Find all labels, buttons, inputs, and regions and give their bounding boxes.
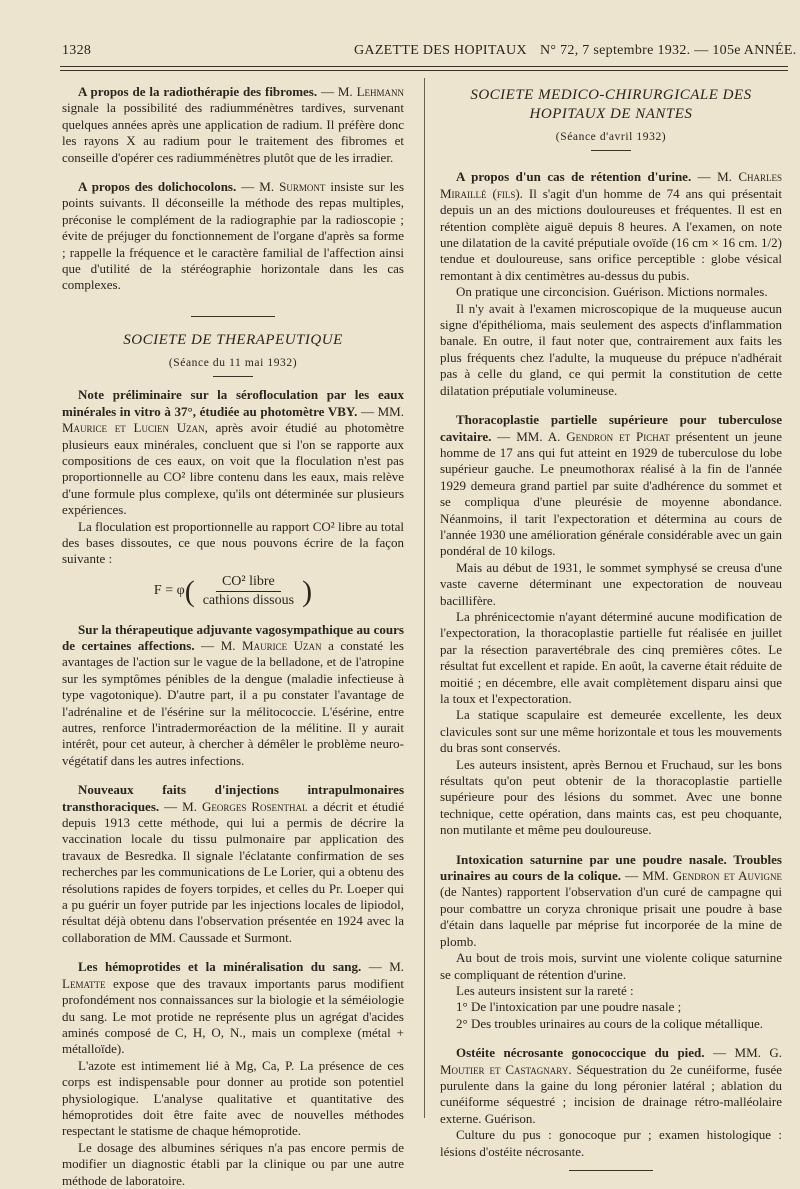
article-title: Nouveaux faits d'injections intrapulmonaires transthoraciques. xyxy=(62,782,404,814)
article-text: après avoir étudié au photomètre plusieurs eaux minérales, concluent que si l'on se rapporte aux compositions de ces eaux, on voit que la floculation n'est pas proportionnelle au CO² libre contenu dans les eaux, mais relève d'une formule plus complexe, qu'ils ont déterminée sur plusieurs expériences. xyxy=(62,420,404,518)
article-title: Sur la thérapeutique adjuvante vagosympathique au cours de certaines affections. xyxy=(62,621,404,653)
section-separator xyxy=(569,1170,653,1171)
right-paren-glyph: ) xyxy=(302,574,313,608)
article-text: expose que des travaux importants parus modifient profondément nos connaissances sur la biologie et la séméiologie du sang. Le mot protide ne représente plus un agrégat d'acides aminés composé de C, H, O, N., mais un complexe (métal + métalloïde). xyxy=(62,975,405,1057)
article-paragraph: L'azote est intimement lié à Mg, Ca, P. La présence de ces corps est indispensable pour donner au protide son potentiel physiologique. L'analyse qualitative et quantitative des hémoprotides doit être faite avec de nouvelles méthodes respectant le statisme de chaque hémoprotide. xyxy=(62,1057,404,1139)
article-paragraph: Culture du pus : gonocoque pur ; examen histologique : lésions d'ostéite nécrosante. xyxy=(440,1127,782,1159)
article-paragraph: Il n'y avait à l'examen microscopique de la muqueuse aucun signe d'épithélioma, mais seulement des aspects d'inflammation banale. En outre, il faut noter que, contrairement aux faits les plus fréquents chez l'adulte, la muqueuse du prépuce n'adhérait pas à celle du gland, ce qui permit la constitution de cette dilatation préputiale volumineuse. xyxy=(440,300,782,398)
article-osteite: Ostéite nécrosante gonococcique du pied. — MM. G. Moutier et Castagnary. Séquestration du 2e cunéiforme, fusée purulente dans la gaine du long péronier latéral ; ablation du cunéiforme séquestré ; incision de drainage rétro-malléolaire externe. Guérison. xyxy=(440,1045,783,1126)
article-text: (de Nantes) rapportent l'observation d'un curé de campagne qui pour combattre un coryza chronique prisait une poudre à base d'étain dans laquelle par méprise fut incorporée de la mine de plomb. xyxy=(440,884,782,949)
article-author: M. Lehmann xyxy=(337,84,405,99)
article-paragraph: La floculation est proportionnelle au rapport CO² libre au total des bases dissoutes, ce que nous pouvons écrire de la façon suivante : xyxy=(62,518,404,567)
article-author: M. Maurice Uzan xyxy=(220,637,322,653)
article-title: Intoxication saturnine par une poudre nasale. Troubles urinaires au cours de la colique. xyxy=(440,851,782,884)
list-item: 2° Des troubles urinaires au cours de la colique métallique. xyxy=(456,1015,763,1031)
article-text: a constaté les avantages de l'action sur le vague de la belladone, et de l'atropine sur les symptômes pénibles de la dengue (maladie infectieuse à type vagotonique). D'autre part, il a pu constater l'avantage de l'adrénaline et de l'ésérine sur la mélitococcie. L'ésérine, entre autres, renforce l'intradermoréaction de la mélitine. Il y aurait intérêt, pour cet auteur, à chercher à démêler le problème neuro-végétatif dans les autres infections. xyxy=(62,637,404,768)
left-paren-glyph: ( xyxy=(184,574,195,608)
article-paragraph: Mais au début de 1931, le sommet symphysé se creusa d'une vaste caverne déterminant une expectoration de nouveau bacillifère. xyxy=(440,559,782,608)
article-text: Il s'agit d'un homme de 74 ans qui présentait depuis un an des mictions douloureuses et fréquentes. Il est en rétention complète aiguë depuis 8 heures. A l'examen, on note une dilatation de la cavité préputiale ovoïde (16 cm × 16 cm. 1/2) tendue et douloureuse, sans orifice perceptible : globe vésical remontant à dix centimètres au-dessus du pubis. xyxy=(440,185,783,283)
article-author: M. Surmont xyxy=(259,179,326,195)
article-author: MM. A. Gendron et Pichat xyxy=(516,428,670,444)
session-date: (Séance d'avril 1932) xyxy=(555,131,667,143)
article-serofloculation: Note préliminaire sur la sérofloculation par les eaux minérales in vitro à 37°, étudiée au photomètre VBY. — MM. Maurice et Lucien Uzan, après avoir étudié au photomètre plusieurs eaux minérales, concluent que si l'on se rapporte aux compositions de ces eaux, on voit que la floculation n'est pas proportionnelle au CO² libre contenu dans les eaux, mais relève d'une formule plus complexe, qu'ils ont déterminée sur plusieurs expériences. xyxy=(62,387,404,518)
article-author: MM. G. Moutier et Castagnary. xyxy=(440,1045,783,1077)
article-paragraph: Les auteurs insistent, après Bernou et Fruchaud, sur les bons résultats qu'on peut obtenir de la thoracoplastie partielle supérieure pour des lésions du sommet. Avec une bonne technique, cette opération, dans maints cas, est peu choquante, non mutilante et même peu douloureuse. xyxy=(440,756,782,838)
article-radiotherapie: A propos de la radiothérapie des fibromes. — M. Lehmann signale la possibilité des radiumménètres tardives, survenant quelques années après une application de radium. Il préfère donc les rayons X au radium pour le traitement des fibromes et conseille d'opérer ces radiumménètres plutôt que de les irradier. xyxy=(62,84,405,165)
header-rule-bottom xyxy=(60,70,788,71)
article-paragraph: Les auteurs insistent sur la rareté : xyxy=(456,982,634,998)
article-author: M. Georges Rosenthal xyxy=(182,798,308,814)
article-title: Thoracoplastie partielle supérieure pour tuberculose cavitaire. xyxy=(440,412,782,444)
article-text: Séquestration du 2e cunéiforme, fusée purulente dans la gaine du long péronier latéral ; ablation du cunéiforme séquestré ; incision de drainage rétro-malléolaire externe. Guérison. xyxy=(440,1061,783,1126)
article-paragraph: Le dosage des albumines sériques n'a pas encore permis de modifier un diagnostic établi par la clinique ou par une autre méthode de laboratoire. xyxy=(62,1139,404,1188)
column-divider xyxy=(424,78,425,1118)
formula-denominator: cathions dissous xyxy=(202,593,295,609)
formula-lhs: F = φ xyxy=(153,583,185,599)
article-author: MM. Gendron et Auvigne xyxy=(642,868,783,884)
floculation-formula xyxy=(62,574,404,610)
article-title: Les hémoprotides et la minéralisation du sang. xyxy=(78,959,362,975)
article-text: a décrit et étudié depuis 1913 cette méthode, qui lui a permis de décrire la vaccination locale du tissu pulmonaire par application des travaux de Besredka. Il signale l'éclatante confirmation de ses recherches par les communications de Le Lorier, qui a obtenu des résolutions rapides de foyers torpides, et celles du Pr. Loeper qui a pu guérir un foyer putride par les injections locales de lipiodol, résultat déjà obtenu dans l'observation présentée en 1924 avec la collaboration de MM. Caussade et Surmont. xyxy=(62,798,404,945)
article-title: A propos de la radiothérapie des fibromes. xyxy=(78,84,318,99)
article-title: Note préliminaire sur la sérofloculation par les eaux minérales in vitro à 37°, étudiée au photomètre VBY. xyxy=(62,387,404,419)
section-separator xyxy=(191,316,275,317)
session-date: (Séance du 11 mai 1932) xyxy=(168,356,298,369)
journal-title: GAZETTE DES HOPITAUX xyxy=(354,43,527,58)
article-retention: A propos d'un cas de rétention d'urine. — M. Charles Miraillé (fils). Il s'agit d'un homme de 74 ans qui présentait depuis un an des mictions douloureuses et fréquentes. Il est en rétention complète aiguë depuis 8 heures. A l'examen, on note une dilatation de la cavité préputiale ovoïde (16 cm × 16 cm. 1/2) tendue et douloureuse, sans orifice perceptible : globe vésical remontant à dix centimètres au-dessus du pubis. xyxy=(440,169,783,283)
article-author: M. Charles Miraillé (fils). xyxy=(440,169,783,201)
article-author: M. Lematte xyxy=(62,959,405,991)
page-header xyxy=(62,40,797,66)
article-hemoprotides: Les hémoprotides et la minéralisation du sang. — M. Lematte expose que des travaux importants parus modifient profondément nos connaissances sur la biologie et la séméiologie du sang. Le mot protide ne représente plus un agrégat d'acides aminés composé de C, H, O, N., mais un complexe (métal + métalloïde). xyxy=(62,959,405,1057)
formula-numerator: CO² libre xyxy=(216,574,281,592)
article-thoracoplastie: Thoracoplastie partielle supérieure pour tuberculose cavitaire. — MM. A. Gendron et Pichat présentent un jeune homme de 17 ans qui fut atteint en 1929 de tuberculose du lobe supérieur gauche. Le pneumothorax réalisé à la fin de l'année 1929 demeura grand partiel par suite d'adhérence du sommet et se compliqua d'une pleurésie de moyenne abondance. Néanmoins, il tarit l'expectoration et détermina au cours de l'année 1930 une amélioration générale considérable avec un gain pondéral de 10 kilogs. xyxy=(440,412,783,559)
left-column xyxy=(62,84,404,1189)
article-title: A propos d'un cas de rétention d'urine. xyxy=(456,169,692,185)
article-title: Ostéite nécrosante gonococcique du pied. xyxy=(456,1045,705,1061)
list-item: 1° De l'intoxication par une poudre nasale ; xyxy=(456,999,682,1015)
formula-fraction xyxy=(197,574,300,610)
article-author: MM. Maurice et Lucien Uzan, xyxy=(62,403,404,436)
right-column xyxy=(440,84,782,1185)
article-paragraph: La phrénicectomie n'ayant déterminé aucune modification de l'expectoration, la thoracoplastie partielle fut réalisée en juillet par la résection paravertébrale des cinq premières côtes. Le résultat fut excellent et rapide. En août, la caverne était réduite de moitié ; en décembre, elle avait complètement disparu ainsi que la toux et l'expectoration. xyxy=(440,608,782,706)
article-paragraph: Au bout de trois mois, survint une violente colique saturnine se compliquant de rétention d'urine. xyxy=(440,950,782,982)
article-injections: Nouveaux faits d'injections intrapulmonaires transthoraciques. — M. Georges Rosenthal a décrit et étudié depuis 1913 cette méthode, qui lui a permis de décrire la vaccination locale du tissu pulmonaire par application des travaux de Besredka. Il signale l'éclatante confirmation de ses recherches par les communications de Le Lorier, qui a obtenu des résolutions rapides de foyers torpides, et celles du Pr. Loeper qui a pu guérir un foyer putride par les injections locales de lipiodol, résultat déjà obtenu dans l'observation présentée en 1924 avec la collaboration de MM. Caussade et Surmont. xyxy=(62,782,404,945)
article-text: insiste sur les points suivants. Il déconseille la méthode des repas multiples, préconise le complément de la radiographie par la radioscopie ; évite de préjuger du fonctionnement de l'organe d'après sa forme ; rappelle la fréquence et le caractère familial de l'affection ainsi que d'utilité de la stéréographie horizontale dans les cas complexes. xyxy=(62,179,405,293)
society-heading: SOCIETE MEDICO-CHIRURGICALE DES HOPITAUX DE NANTES xyxy=(470,87,752,122)
society-heading: SOCIETE DE THERAPEUTIQUE xyxy=(123,331,343,348)
article-paragraph: La statique scapulaire est demeurée excellente, les deux clavicules sont sur une même horizontale et tous les mouvements du bras sont conservés. xyxy=(440,707,782,756)
header-rule-top xyxy=(60,66,788,67)
article-title: A propos des dolichocolons. xyxy=(78,179,237,195)
page-number: 1328 xyxy=(62,43,92,58)
article-vagosympathique: Sur la thérapeutique adjuvante vagosympathique au cours de certaines affections. — M. Maurice Uzan a constaté les avantages de l'action sur le vague de la belladone, et de l'atropine sur les symptômes pénibles de la dengue (maladie infectieuse à type vagotonique). D'autre part, il a pu constater l'avantage de l'adrénaline et de l'ésérine sur la mélitococcie. L'ésérine, entre autres, renforce l'intradermoréaction de la mélitine. Il y aurait intérêt, pour cet auteur, à chercher à démêler le problème neuro-végétatif dans les autres infections. xyxy=(62,621,404,768)
article-paragraph: On pratique une circoncision. Guérison. Mictions normales. xyxy=(456,284,768,300)
article-intoxication: Intoxication saturnine par une poudre nasale. Troubles urinaires au cours de la colique. — MM. Gendron et Auvigne (de Nantes) rapportent l'observation d'un curé de campagne qui pour combattre un coryza chronique prisait une poudre à base d'étain dans laquelle par méprise fut incorporée de la mine de plomb. xyxy=(440,851,783,949)
short-rule xyxy=(591,150,631,151)
article-text: signale la possibilité des radiumménètres tardives, survenant quelques années après une application de radium. Il préfère donc les rayons X au radium pour le traitement des fibromes et conseille d'opérer ces radiumménètres plutôt que de les irradier. xyxy=(62,100,404,165)
short-rule xyxy=(213,376,253,377)
issue-info: N° 72, 7 septembre 1932. — 105e ANNÉE. xyxy=(540,43,797,58)
article-dolichocolons: A propos des dolichocolons. — M. Surmont insiste sur les points suivants. Il déconseille la méthode des repas multiples, préconise le complément de la radiographie par la radioscopie ; évite de préjuger du fonctionnement de l'organe d'après sa forme ; rappelle la fréquence et le caractère familial de l'affection ainsi que d'utilité de la stéréographie horizontale dans les cas complexes. xyxy=(62,179,405,293)
article-text: présentent un jeune homme de 17 ans qui fut atteint en 1929 de tuberculose du lobe supérieur gauche. Le pneumothorax réalisé à la fin de l'année 1929 demeura grand partiel par suite d'adhérence du sommet et se compliqua d'une pleurésie de moyenne abondance. Néanmoins, il tarit l'expectoration et détermina au cours de l'année 1930 une amélioration générale considérable avec un gain pondéral de 10 kilogs. xyxy=(440,428,783,559)
